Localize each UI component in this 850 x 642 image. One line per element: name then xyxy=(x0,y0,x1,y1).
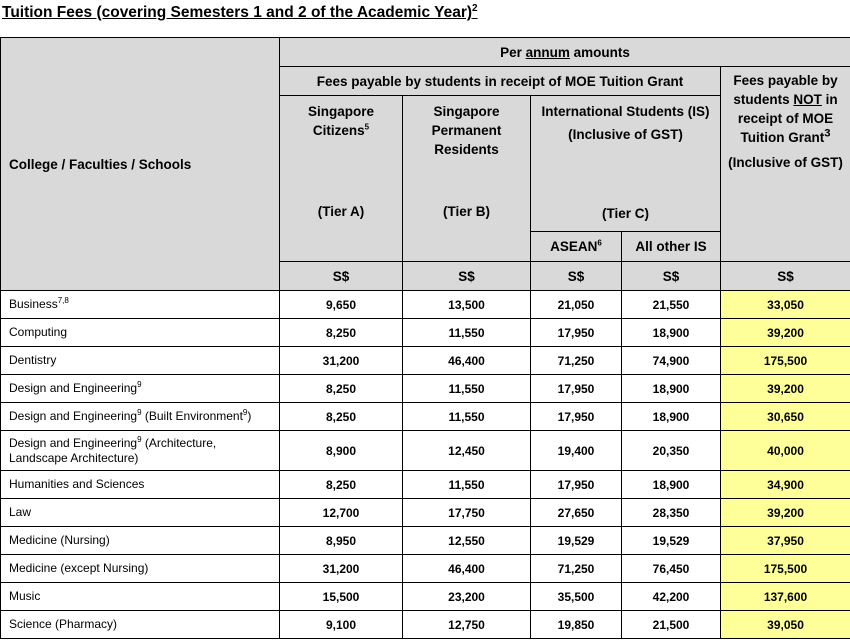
fee-nogrant: 39,200 xyxy=(721,319,850,347)
fee-nogrant: 37,950 xyxy=(721,527,850,555)
fee-asean: 27,650 xyxy=(531,499,622,527)
fee-other: 21,500 xyxy=(622,611,721,639)
fee-sc: 8,950 xyxy=(280,527,403,555)
moe-grant-header: Fees payable by students in receipt of MOE Tuition Grant xyxy=(280,67,721,96)
fee-spr: 11,550 xyxy=(403,319,531,347)
table-row xyxy=(1,499,850,527)
tier-b-label: (Tier B) xyxy=(403,196,531,262)
table-row xyxy=(1,403,850,431)
fee-asean: 17,950 xyxy=(531,375,622,403)
fee-sc: 8,900 xyxy=(280,431,403,471)
row-name: Dentistry xyxy=(1,347,280,375)
fee-other: 42,200 xyxy=(622,583,721,611)
fee-other: 18,900 xyxy=(622,471,721,499)
fee-spr: 11,550 xyxy=(403,471,531,499)
row-name: Business$^{7,8}$ xyxy=(1,291,280,319)
table-row xyxy=(1,431,850,471)
fee-asean: 17,950 xyxy=(531,319,622,347)
fee-sc: 9,100 xyxy=(280,611,403,639)
fee-spr: 17,750 xyxy=(403,499,531,527)
fee-spr: 12,750 xyxy=(403,611,531,639)
asean-header: ASEAN$^6$ xyxy=(531,232,622,262)
currency-nogrant: S$ xyxy=(721,262,850,291)
fee-asean: 35,500 xyxy=(531,583,622,611)
page-title: Tuition Fees (covering Semesters 1 and 2 of the Academic Year)$^2$ xyxy=(2,2,478,21)
fee-sc: 8,250 xyxy=(280,319,403,347)
fee-sc: 8,250 xyxy=(280,403,403,431)
citizens-header: Singapore Citizens$^5$ xyxy=(280,96,403,196)
fee-other: 74,900 xyxy=(622,347,721,375)
fee-sc: 8,250 xyxy=(280,471,403,499)
fee-other: 18,900 xyxy=(622,319,721,347)
fee-nogrant: 40,000 xyxy=(721,431,850,471)
fee-sc: 15,500 xyxy=(280,583,403,611)
fee-nogrant: 33,050 xyxy=(721,291,850,319)
fee-asean: 21,050 xyxy=(531,291,622,319)
fee-nogrant: 39,050 xyxy=(721,611,850,639)
currency-other: S$ xyxy=(622,262,721,291)
fee-asean: 17,950 xyxy=(531,471,622,499)
fee-nogrant: 137,600 xyxy=(721,583,850,611)
fee-spr: 46,400 xyxy=(403,347,531,375)
row-name: Design and Engineering$^9$ (Architecture, Landscape Architecture) xyxy=(1,431,280,471)
fee-other: 18,900 xyxy=(622,375,721,403)
pr-header: Singapore Permanent Residents xyxy=(403,96,531,196)
no-grant-header: Fees payable by students NOT in receipt of MOE Tuition Grant$^3$ (Inclusive of GST) xyxy=(721,67,850,232)
fee-nogrant: 39,200 xyxy=(721,499,850,527)
fee-asean: 19,529 xyxy=(531,527,622,555)
fee-other: 21,550 xyxy=(622,291,721,319)
tier-a-label: (Tier A) xyxy=(280,196,403,262)
fee-nogrant: 175,500 xyxy=(721,555,850,583)
fee-asean: 71,250 xyxy=(531,347,622,375)
table-row xyxy=(1,583,850,611)
row-name: Medicine (Nursing) xyxy=(1,527,280,555)
fee-spr: 11,550 xyxy=(403,403,531,431)
currency-spr: S$ xyxy=(403,262,531,291)
table-row xyxy=(1,375,850,403)
currency-asean: S$ xyxy=(531,262,622,291)
fee-sc: 9,650 xyxy=(280,291,403,319)
row-name: Science (Pharmacy) xyxy=(1,611,280,639)
fee-spr: 46,400 xyxy=(403,555,531,583)
fee-spr: 13,500 xyxy=(403,291,531,319)
is-header: International Students (IS) (Inclusive of GST) xyxy=(531,96,721,196)
fee-nogrant: 30,650 xyxy=(721,403,850,431)
fee-asean: 17,950 xyxy=(531,403,622,431)
tuition-fees-table xyxy=(0,37,850,639)
fee-spr: 11,550 xyxy=(403,375,531,403)
table-row xyxy=(1,611,850,639)
fee-sc: 31,200 xyxy=(280,347,403,375)
fee-rows xyxy=(1,291,850,639)
no-grant-spacer xyxy=(721,232,850,262)
table-row xyxy=(1,291,850,319)
fee-spr: 12,450 xyxy=(403,431,531,471)
fee-other: 20,350 xyxy=(622,431,721,471)
table-row xyxy=(1,319,850,347)
table-row xyxy=(1,471,850,499)
row-name: Music xyxy=(1,583,280,611)
currency-sc: S$ xyxy=(280,262,403,291)
table-row xyxy=(1,347,850,375)
fee-asean: 71,250 xyxy=(531,555,622,583)
row-name: Design and Engineering$^9$ xyxy=(1,375,280,403)
tier-c-label: (Tier C) xyxy=(531,196,721,232)
college-header: College / Faculties / Schools xyxy=(1,38,280,291)
fee-spr: 23,200 xyxy=(403,583,531,611)
title-footnote: 2 xyxy=(472,2,478,14)
fee-nogrant: 39,200 xyxy=(721,375,850,403)
row-name: Design and Engineering$^9$ (Built Environment$^9$) xyxy=(1,403,280,431)
fee-other: 18,900 xyxy=(622,403,721,431)
per-annum-header: Per annum amounts xyxy=(280,38,850,67)
fee-sc: 31,200 xyxy=(280,555,403,583)
row-name: Humanities and Sciences xyxy=(1,471,280,499)
fee-sc: 12,700 xyxy=(280,499,403,527)
fee-nogrant: 175,500 xyxy=(721,347,850,375)
fee-sc: 8,250 xyxy=(280,375,403,403)
table-row xyxy=(1,555,850,583)
fee-asean: 19,850 xyxy=(531,611,622,639)
fee-spr: 12,550 xyxy=(403,527,531,555)
fee-asean: 19,400 xyxy=(531,431,622,471)
row-name: Law xyxy=(1,499,280,527)
fee-nogrant: 34,900 xyxy=(721,471,850,499)
fee-other: 76,450 xyxy=(622,555,721,583)
row-name: Computing xyxy=(1,319,280,347)
all-other-is-header: All other IS xyxy=(622,232,721,262)
row-name: Medicine (except Nursing) xyxy=(1,555,280,583)
fee-other: 19,529 xyxy=(622,527,721,555)
fee-other: 28,350 xyxy=(622,499,721,527)
table-row xyxy=(1,527,850,555)
